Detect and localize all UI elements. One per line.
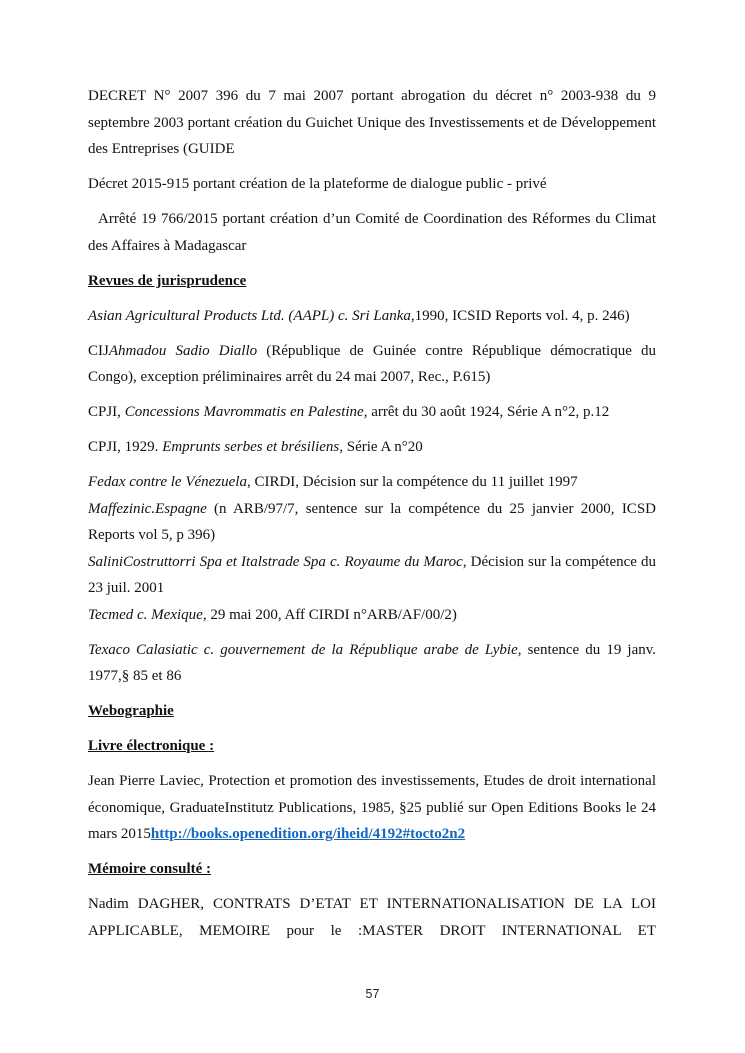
case-title: Tecmed c. Mexique <box>88 606 203 623</box>
case-emprunts-serbes <box>88 434 656 461</box>
paragraph-dagher: Nadim DAGHER, CONTRATS D’ETAT ET INTERNATIONALISATION DE LA LOI APPLICABLE, MEMOIRE pour le :MASTER DROIT INTERNATIONAL ET <box>88 896 656 939</box>
case-reference: ,1990, ICSID Reports vol. 4, p. 246) <box>410 307 630 324</box>
case-reference: , Série A n°20 <box>339 439 423 455</box>
case-reference: , arrêt du 30 août 1924, Série A n°2, p.12 <box>363 404 610 420</box>
document-content <box>88 83 656 953</box>
case-maffezini <box>88 496 656 549</box>
page-number: 57 <box>365 987 380 1001</box>
case-title: Emprunts serbes et brésiliens <box>162 439 340 455</box>
paragraph-laviec <box>88 768 656 848</box>
case-reference: , 29 mai 200, Aff CIRDI n°ARB/AF/00/2) <box>202 606 457 623</box>
case-reference: , sentence du 19 janv. 1977,§ 85 et 86 <box>88 641 656 684</box>
case-reference: , Décision sur la compétence du 23 juil. 2001 <box>88 553 656 596</box>
reference-text: Jean Pierre Laviec, Protection et promotion des investissements, Etudes de droit international économique, GraduateInstitutz Publications, 1985, §25 publié sur Open Editions Books le 24 mars 2015 <box>88 773 656 842</box>
case-tecmed <box>88 602 656 629</box>
case-title: Texaco Calasiatic c. gouvernement de la République arabe de Lybie <box>88 641 518 658</box>
case-title: Ahmadou Sadio Diallo <box>108 342 258 359</box>
case-salini <box>88 549 656 602</box>
case-fedax <box>88 469 656 496</box>
paragraph-decret-2015: Décret 2015-915 portant création de la plateforme de dialogue public - privé <box>88 176 547 192</box>
case-ahmadou-sadio-diallo <box>88 338 656 391</box>
case-reference: (n ARB/97/7, sentence sur la compétence du 25 janvier 2000, ICSD Reports vol 5, p 396) <box>88 500 656 543</box>
paragraph-arrete-2015: Arrêté 19 766/2015 portant création d’un Comité de Coordination des Réformes du Climat des Affaires à Madagascar <box>88 211 656 254</box>
case-title: SaliniCostruttorri Spa et Italstrade Spa c. Royaume du Maroc <box>88 553 463 570</box>
case-court: CPJI, <box>88 404 125 420</box>
heading-webographie: Webographie <box>88 703 174 719</box>
case-title: Maffezinic.Espagne <box>88 500 207 517</box>
case-court: CIJ <box>88 342 109 359</box>
case-texaco <box>88 637 656 690</box>
heading-memoire-consulte: Mémoire consulté : <box>88 861 212 877</box>
case-reference: , CIRDI, Décision sur la compétence du 11 juillet 1997 <box>246 474 578 490</box>
openedition-link[interactable]: http://books.openedition.org/iheid/4192#tocto2n2 <box>150 826 466 842</box>
heading-livre-electronique: Livre électronique : <box>88 738 215 754</box>
paragraph-decret-2007: DECRET N° 2007 396 du 7 mai 2007 portant abrogation du décret n° 2003-938 du 9 septembre 2003 portant création du Guichet Unique des Investissements et de Développement des Entreprises (GUIDE <box>88 88 656 157</box>
case-aapl <box>88 303 656 330</box>
case-court: CPJI, 1929. <box>88 439 163 455</box>
case-mavrommatis <box>88 399 656 426</box>
case-title: Asian Agricultural Products Ltd. (AAPL) c. Sri Lanka <box>88 307 411 324</box>
case-reference: (République de Guinée contre République démocratique du Congo), exception préliminaires arrêt du 24 mai 2007, Rec., P.615) <box>88 342 656 385</box>
case-title: Fedax contre le Vénezuela <box>88 474 247 490</box>
heading-revues-de-jurisprudence: Revues de jurisprudence <box>88 272 247 289</box>
case-title: Concessions Mavrommatis en Palestine <box>124 404 364 420</box>
